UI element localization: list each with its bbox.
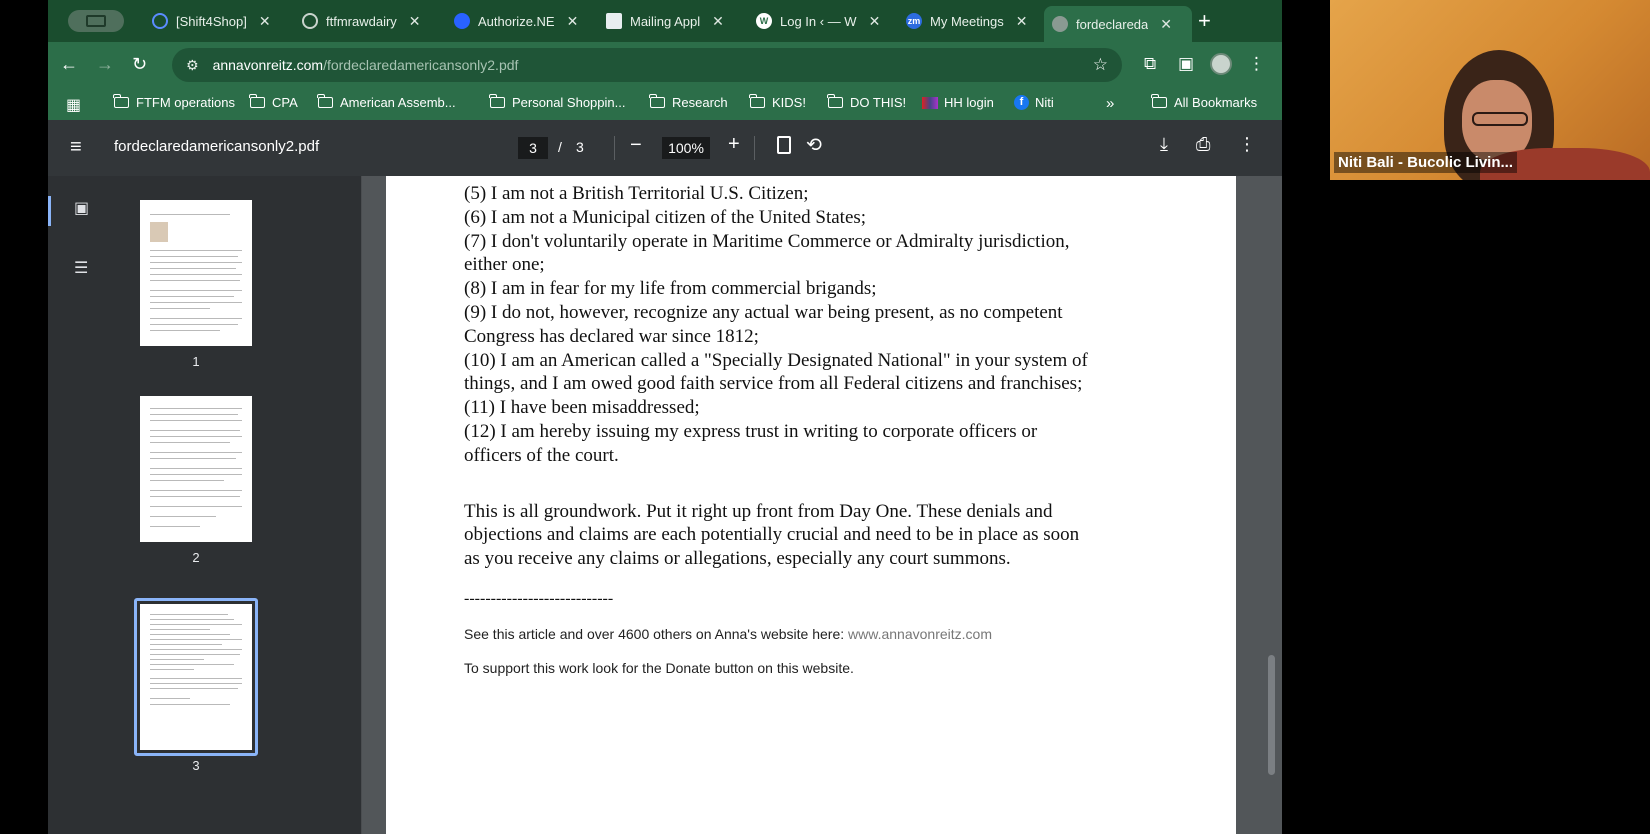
doc-line: (8) I am in fear for my life from commercial brigands; xyxy=(464,278,877,300)
bookmark-label: All Bookmarks xyxy=(1174,95,1258,110)
bookmark-label: FTFM operations xyxy=(136,95,235,110)
thumbnail-photo xyxy=(150,222,168,242)
bookmark-do-this[interactable] xyxy=(828,95,906,110)
thumbnail-page-number: 2 xyxy=(192,550,200,565)
tab-label: fordeclareda xyxy=(1076,16,1149,32)
zoom-icon: zm xyxy=(906,13,922,29)
bookmark-label: KIDS! xyxy=(772,95,806,110)
footer-text: See this article and over 4600 others on Anna's website here: xyxy=(464,625,845,642)
download-icon[interactable]: ⤓ xyxy=(1160,134,1168,154)
bookmark-kids[interactable] xyxy=(750,95,806,110)
folder-icon xyxy=(1152,97,1167,108)
back-arrow-icon[interactable]: ← xyxy=(60,54,78,74)
video-participant-tile xyxy=(1330,0,1650,180)
bookmark-cpa[interactable] xyxy=(250,95,298,110)
tab-strip xyxy=(48,0,1282,42)
outline-view-icon[interactable]: ☰ xyxy=(74,260,89,277)
hh-logo-icon xyxy=(922,97,938,109)
doc-line: This is all groundwork. Put it right up front from Day One. These denials and xyxy=(464,500,1053,522)
tab-search-button[interactable] xyxy=(68,10,124,32)
bookmark-niti[interactable] xyxy=(1014,95,1054,110)
zoom-in-plus-icon[interactable]: + xyxy=(728,133,740,155)
thumbnail-page-number: 3 xyxy=(192,758,200,773)
media-cast-icon[interactable]: ▣ xyxy=(1178,54,1195,73)
separator-rule: ---------------------------- xyxy=(464,589,614,607)
site-settings-icon[interactable]: ⚙ xyxy=(186,56,199,73)
more-bookmarks-chevron-icon[interactable]: » xyxy=(1106,95,1115,112)
participant-name-label: Niti Bali - Bucolic Livin... xyxy=(1334,152,1517,173)
footer-article-line xyxy=(464,623,1164,647)
tab-search-icon xyxy=(86,15,106,27)
zoom-level-input[interactable]: 100% xyxy=(662,137,710,159)
bookmark-label: DO THIS! xyxy=(850,95,907,110)
doc-line: (7) I don't voluntarily operate in Maritime Commerce or Admiralty jurisdiction, xyxy=(464,230,1070,252)
browser-menu-icon[interactable]: ⋮ xyxy=(1248,54,1265,73)
pdf-sidebar xyxy=(48,176,361,834)
pdf-page-3 xyxy=(386,176,1236,834)
participant-glasses xyxy=(1472,112,1528,126)
close-tab-icon[interactable]: ✕ xyxy=(712,12,724,29)
bookmark-label: American Assemb... xyxy=(340,95,456,110)
paragraph-gap xyxy=(464,468,1164,500)
tab-my-meetings[interactable] xyxy=(898,6,1035,36)
pdf-loading-icon xyxy=(1052,16,1068,32)
browser-window xyxy=(48,0,1282,834)
url-path: /fordeclaredamericansonly2.pdf xyxy=(323,57,519,73)
mailing-app-icon xyxy=(606,13,622,29)
browser-toolbar xyxy=(48,42,1282,88)
doc-line: (5) I am not a British Territorial U.S. Citizen; xyxy=(464,183,809,204)
thumbnails-view-icon[interactable]: ▣ xyxy=(74,200,90,217)
tab-shift4shop[interactable] xyxy=(144,6,279,36)
close-tab-icon[interactable]: ✕ xyxy=(1015,12,1028,29)
apps-grid-icon[interactable]: ▦ xyxy=(66,97,82,114)
close-tab-icon[interactable]: ✕ xyxy=(408,12,421,29)
tab-authorize[interactable] xyxy=(446,6,586,36)
page-total: 3 xyxy=(576,139,584,155)
bookmark-label: HH login xyxy=(944,95,994,110)
bookmark-all-bookmarks[interactable] xyxy=(1152,95,1257,110)
page-number-input[interactable]: 3 xyxy=(518,137,548,159)
page-thumbnail-3[interactable] xyxy=(140,604,252,750)
pdf-more-options-icon[interactable]: ⋮ xyxy=(1238,134,1256,154)
toolbar-divider xyxy=(614,136,615,160)
tab-label: ftfmrawdairy xyxy=(326,13,397,29)
folder-icon xyxy=(114,97,129,108)
website-link[interactable]: www.annavonreitz.com xyxy=(848,625,992,642)
page-separator: / xyxy=(558,139,562,155)
doc-line: Congress has declared war since 1812; xyxy=(464,325,759,347)
page-thumbnail-1[interactable] xyxy=(140,200,252,346)
forward-arrow-icon[interactable]: → xyxy=(96,54,114,74)
bookmarks-bar xyxy=(48,88,1282,120)
doc-line: (6) I am not a Municipal citizen of the United States; xyxy=(464,206,867,228)
bookmark-american-assembly[interactable] xyxy=(318,95,456,110)
zoom-out-minus-icon[interactable]: − xyxy=(630,134,642,156)
bookmark-research[interactable] xyxy=(650,95,728,110)
pdf-toolbar xyxy=(48,120,1282,176)
bookmark-label: Niti xyxy=(1035,95,1054,110)
bookmark-label: Personal Shoppin... xyxy=(512,95,626,110)
footer-donate-line: To support this work look for the Donate button on this website. xyxy=(464,659,854,676)
tab-label: My Meetings xyxy=(930,13,1004,29)
bookmark-ftfm-operations[interactable] xyxy=(114,95,235,110)
tab-label: Authorize.NE xyxy=(478,13,555,29)
doc-line: (12) I am hereby issuing my express trust in writing to corporate officers or xyxy=(464,420,1038,442)
close-tab-icon[interactable]: ✕ xyxy=(868,12,881,29)
tab-label: Log In ‹ — W xyxy=(780,13,857,29)
tab-mailing-app[interactable] xyxy=(598,6,732,36)
close-tab-icon[interactable]: ✕ xyxy=(258,12,271,29)
folder-icon xyxy=(750,97,765,108)
extensions-icon[interactable]: ⧉ xyxy=(1144,54,1157,73)
tab-fordeclared-active[interactable] xyxy=(1044,6,1192,42)
authorize-icon xyxy=(454,13,470,29)
reload-icon[interactable]: ↻ xyxy=(132,54,148,74)
doc-line: officers of the court. xyxy=(464,444,619,466)
tab-label: Mailing Appl xyxy=(630,13,701,29)
doc-line: things, and I am owed good faith service from all Federal citizens and franchises; xyxy=(464,373,1083,395)
doc-line: (9) I do not, however, recognize any actual war being present, as no competent xyxy=(464,301,1063,323)
folder-icon xyxy=(828,97,843,108)
folder-icon xyxy=(650,97,665,108)
profile-avatar[interactable] xyxy=(1210,53,1232,75)
wordpress-icon: W xyxy=(756,13,772,29)
pdf-filename: fordeclaredamericansonly2.pdf xyxy=(114,138,320,155)
doc-line: objections and claims are each potentially crucial and need to be in place as soon xyxy=(464,524,1080,546)
folder-icon xyxy=(250,97,265,108)
doc-line: (11) I have been misaddressed; xyxy=(464,397,700,419)
pdf-canvas[interactable] xyxy=(362,176,1282,834)
shift4shop-icon xyxy=(152,13,168,29)
new-tab-plus-icon[interactable]: + xyxy=(1198,8,1211,33)
close-tab-icon[interactable]: ✕ xyxy=(566,12,579,29)
fit-to-page-icon[interactable] xyxy=(777,136,791,154)
doc-line: as you receive any claims or allegations, especially any court summons. xyxy=(464,548,1011,570)
toolbar-divider xyxy=(754,136,755,160)
hamburger-menu-icon[interactable]: ≡ xyxy=(70,136,82,158)
tab-label: [Shift4Shop] xyxy=(176,13,247,29)
print-icon[interactable]: ⎙ xyxy=(1196,134,1211,154)
bookmark-label: Research xyxy=(672,95,728,110)
doc-line: either one; xyxy=(464,254,545,276)
sidebar-active-indicator xyxy=(48,196,51,226)
pdf-scrollbar-thumb[interactable] xyxy=(1268,655,1275,775)
paragraph-gap xyxy=(464,647,1164,657)
close-tab-icon[interactable]: ✕ xyxy=(1160,15,1173,32)
folder-icon xyxy=(490,97,505,108)
bookmark-personal-shopping[interactable] xyxy=(490,95,625,110)
address-bar[interactable] xyxy=(172,48,1122,82)
paragraph-gap xyxy=(464,571,1164,587)
globe-icon xyxy=(302,13,318,29)
paragraph-gap xyxy=(464,611,1164,623)
tab-ftfmrawdairy[interactable] xyxy=(294,6,429,36)
page-text xyxy=(464,182,1164,680)
doc-line: (10) I am an American called a "Specially Designated National" in your system of xyxy=(464,349,1088,371)
page-thumbnail-2[interactable] xyxy=(140,396,252,542)
url-host: annavonreitz.com xyxy=(212,57,324,73)
bookmark-hh-login[interactable] xyxy=(922,95,994,110)
rotate-icon[interactable]: ⟲ xyxy=(806,135,822,156)
bookmark-label: CPA xyxy=(272,95,298,110)
thumbnail-page-number: 1 xyxy=(192,354,200,369)
folder-icon xyxy=(318,97,333,108)
tab-wordpress-login[interactable] xyxy=(748,6,888,36)
facebook-icon: f xyxy=(1014,95,1029,110)
bookmark-star-icon[interactable]: ☆ xyxy=(1092,55,1108,74)
